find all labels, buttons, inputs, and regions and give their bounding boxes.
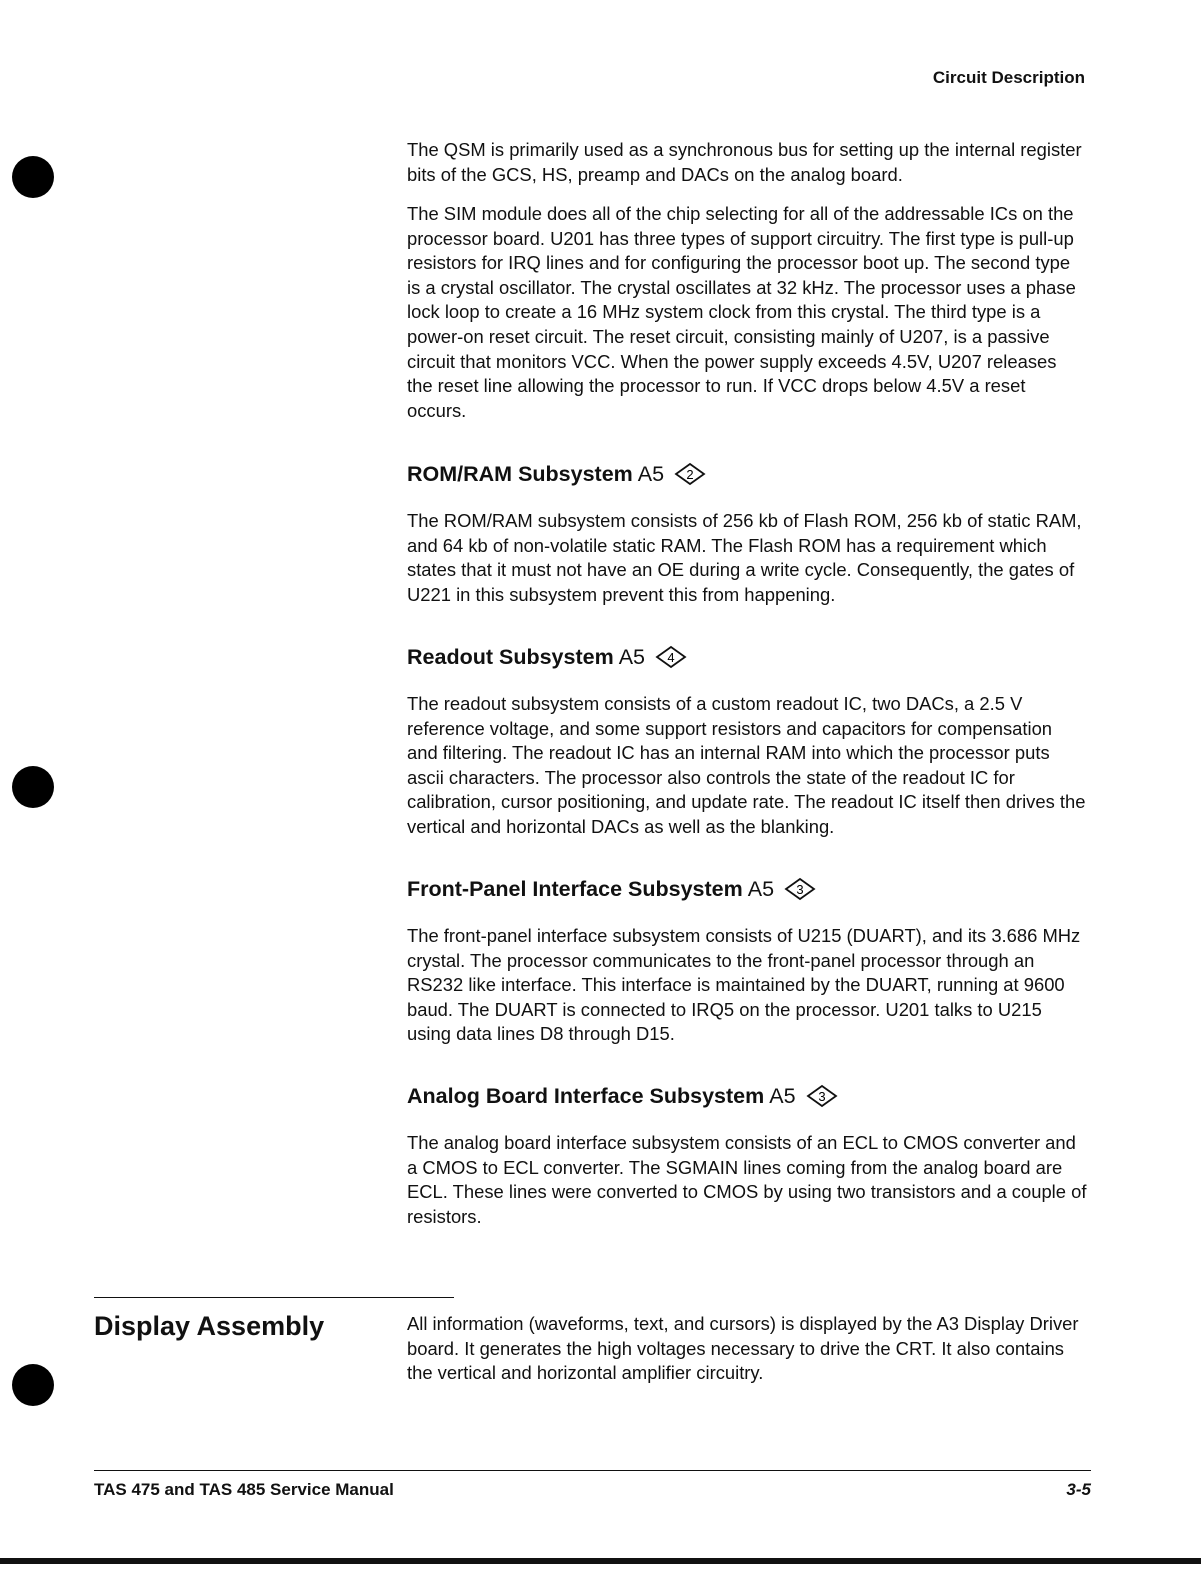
schematic-diagram-badge-icon [674,462,706,486]
section-title: Readout Subsystem [407,645,614,669]
section-title: Front-Panel Interface Subsystem [407,877,743,901]
svg-text:3: 3 [817,1089,826,1104]
section-title: Analog Board Interface Subsystem [407,1084,765,1108]
running-head: Circuit Description [932,68,1085,87]
binder-hole [12,1364,54,1406]
svg-text:3: 3 [796,882,804,897]
schematic-diagram-badge-icon [784,877,816,901]
footer-divider [94,1470,1091,1471]
intro-paragraph-qsm: The QSM is primarily used as a synchronous bus for setting up the internal register bits of the GCS, HS, preamp and DACs on the analog board. [407,139,1082,185]
section-ref: A5 [637,462,665,486]
svg-text:4: 4 [667,650,675,665]
section-ref: A5 [618,645,645,669]
svg-text:2: 2 [686,467,694,482]
section-heading-front-panel [407,877,816,902]
schematic-diagram-badge-icon [806,1084,838,1108]
section-ref: A5 [769,1084,796,1108]
section-ref: A5 [747,877,775,901]
page-number: 3-5 [1066,1480,1091,1499]
footer-manual-title: TAS 475 and TAS 485 Service Manual [94,1480,394,1499]
scan-edge-bar [0,1558,1201,1564]
section-body-readout: The readout subsystem consists of a custom readout IC, two DACs, a 2.5 V reference voltage, and some support resistors and capacitors for compensation and filtering. The readout IC has an internal RAM into which the processor puts ascii characters. The processor also controls the state of the readout IC for calibration, cursor positioning, and update rate. The readout IC itself then drives the vertical and horizontal DACs as well as the blanking. [407,693,1086,837]
section-title: ROM/RAM Subsystem [407,462,633,486]
section-divider [94,1297,454,1298]
section-body-rom-ram: The ROM/RAM subsystem consists of 256 kb of Flash ROM, 256 kb of static RAM, and 64 kb of non-volatile static RAM. The Flash ROM has a requirement which states that it must not have an OE during a write cycle. Consequently, the gates of U221 in this subsystem prevent this from happening. [407,510,1082,605]
display-assembly-title: Display Assembly [94,1311,325,1341]
section-body-analog-board: The analog board interface subsystem consists of an ECL to CMOS converter and a CMOS to ECL converter. The SGMAIN lines coming from the analog board are ECL. These lines were converted to CMOS by using two transistors and a couple of resistors. [407,1132,1087,1227]
binder-hole [12,156,54,198]
schematic-diagram-badge-icon [655,645,687,669]
section-heading-analog-board [407,1084,838,1109]
section-body-front-panel: The front-panel interface subsystem consists of U215 (DUART), and its 3.686 MHz crystal. The processor communicates to the front-panel processor through an RS232 like interface. This interface is maintained by the DUART, running at 9600 baud. The DUART is connected to IRQ5 on the processor. U201 talks to U215 using data lines D8 through D15. [407,925,1081,1045]
binder-hole [12,766,54,808]
section-heading-readout [407,645,687,670]
section-heading-rom-ram [407,462,706,487]
display-assembly-body: All information (waveforms, text, and cursors) is displayed by the A3 Display Driver board. It generates the high voltages necessary to drive the CRT. It also contains the vertical and horizontal amplifier circuitry. [407,1313,1079,1384]
intro-paragraph-sim: The SIM module does all of the chip selecting for all of the addressable ICs on the processor board. U201 has three types of support circuitry. The first type is pull-up resistors for IRQ lines and for configuring the processor boot up. The second type is a crystal oscillator. The crystal oscillates at 32 kHz. The processor uses a phase lock loop to create a 16 MHz system clock from this crystal. The third type is a power-on reset circuit. The reset circuit, consisting mainly of U207, is a passive circuit that monitors VCC. When the power supply exceeds 4.5V, U207 releases the reset line allowing the processor to run. If VCC drops below 4.5V a reset occurs. [407,203,1076,421]
